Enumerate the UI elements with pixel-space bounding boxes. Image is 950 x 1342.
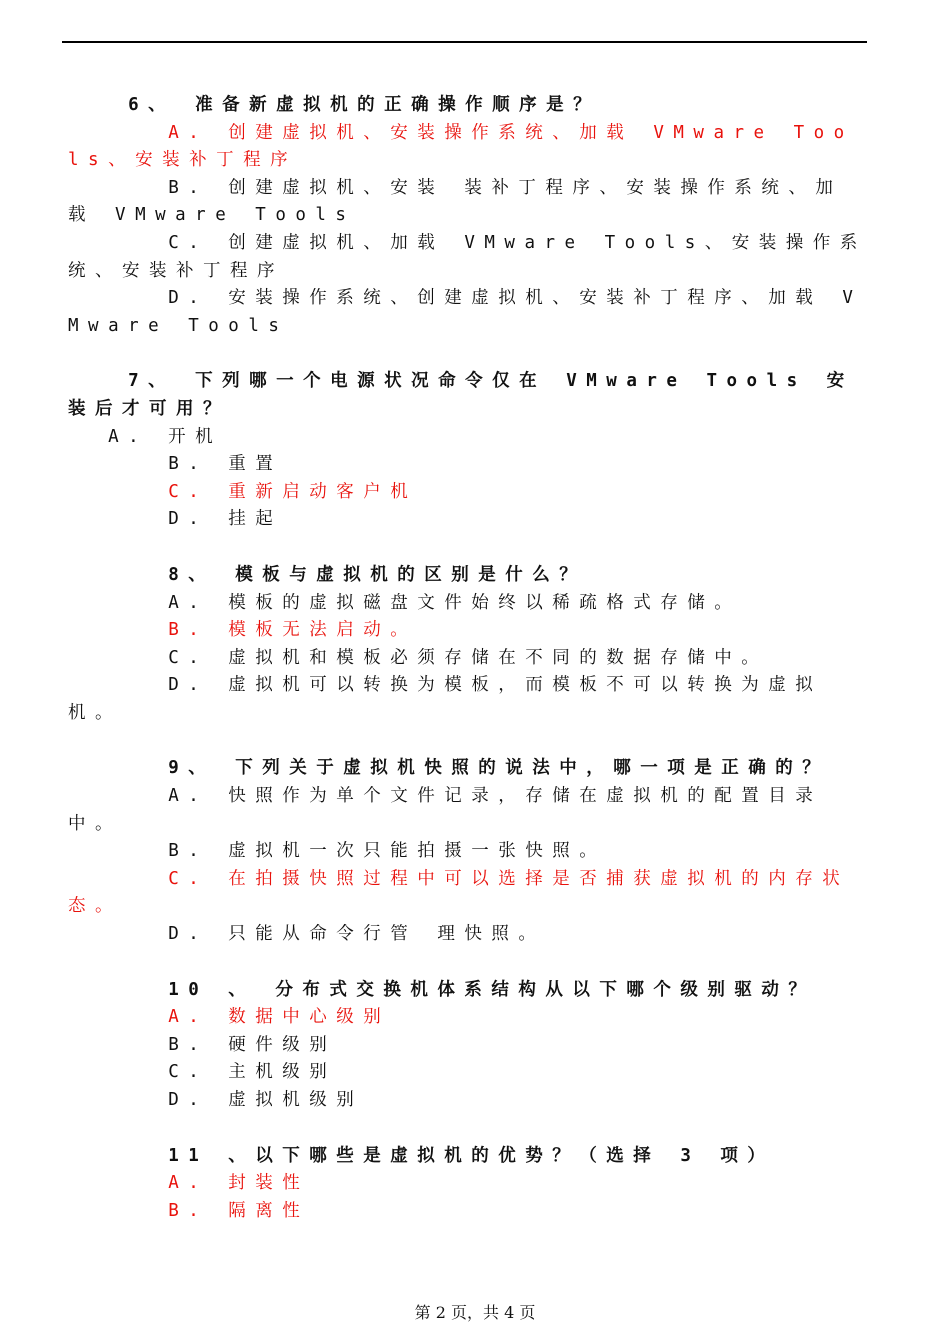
document-body bbox=[68, 92, 868, 1253]
question-10 bbox=[68, 977, 868, 1115]
question-9 bbox=[68, 755, 868, 948]
question-11 bbox=[68, 1143, 868, 1226]
answer-option: B. 虚拟机一次只能拍摄一张快照。 bbox=[68, 841, 607, 862]
answer-option: D. 只能从命令行管 理快照。 bbox=[68, 924, 546, 945]
question-stem: 8、 模板与虚拟机的区别是什么？ bbox=[68, 564, 587, 585]
question-stem: 11 、以下哪些是虚拟机的优势？（选择 3 项） bbox=[68, 1145, 775, 1166]
answer-option: D. 安装操作系统、创建虚拟机、安装补丁程序、加载 VMware Tools bbox=[68, 288, 863, 336]
answer-option: A. 开机 bbox=[68, 426, 223, 447]
question-stem: 7、 下列哪一个电源状况命令仅在 VMware Tools 安装后才可用？ bbox=[68, 371, 854, 419]
answer-option-correct: C. 重新启动客户机 bbox=[68, 481, 418, 502]
question-8 bbox=[68, 562, 868, 728]
answer-option: A. 模板的虚拟磁盘文件始终以稀疏格式存储。 bbox=[68, 592, 742, 613]
answer-option: B. 重置 bbox=[68, 454, 283, 475]
question-stem: 9、 下列关于虚拟机快照的说法中，哪一项是正确的？ bbox=[68, 758, 830, 779]
header-rule bbox=[62, 41, 867, 43]
answer-option: C. 创建虚拟机、加载 VMware Tools、安装操作系统、安装补丁程序 bbox=[68, 232, 867, 281]
answer-option: B. 创建虚拟机、安装 装补丁程序、安装操作系统、加载 VMware Tools bbox=[68, 177, 843, 226]
answer-option: D. 虚拟机可以转换为模板，而模板不可以转换为虚拟机。 bbox=[68, 675, 823, 723]
answer-option-correct: B. 模板无法启动。 bbox=[68, 620, 418, 641]
answer-option-correct: A. 创建虚拟机、安装操作系统、加载 VMware Tools、安装补丁程序 bbox=[68, 122, 854, 171]
answer-option: D. 虚拟机级别 bbox=[68, 1090, 364, 1110]
answer-option: C. 主机级别 bbox=[68, 1062, 337, 1083]
page-footer: 第 2 页，共 4 页 bbox=[414, 1303, 536, 1322]
answer-option-correct: C. 在拍摄快照过程中可以选择是否捕获虚拟机的内存状态。 bbox=[68, 868, 850, 917]
answer-option: B. 硬件级别 bbox=[68, 1034, 337, 1055]
question-7 bbox=[68, 368, 868, 534]
answer-option: A. 快照作为单个文件记录，存储在虚拟机的配置目录中。 bbox=[68, 786, 823, 834]
answer-option-correct: B. 隔离性 bbox=[68, 1200, 310, 1221]
answer-option: D. 挂起 bbox=[68, 509, 283, 530]
answer-option: C. 虚拟机和模板必须存储在不同的数据存储中。 bbox=[68, 647, 769, 668]
question-stem: 10 、 分布式交换机体系结构从以下哪个级别驱动？ bbox=[68, 979, 816, 1000]
answer-option-correct: A. 数据中心级别 bbox=[68, 1007, 391, 1028]
question-6 bbox=[68, 92, 868, 340]
answer-option-correct: A. 封装性 bbox=[68, 1173, 310, 1194]
question-stem: 6、 准备新虚拟机的正确操作顺序是？ bbox=[68, 95, 601, 115]
